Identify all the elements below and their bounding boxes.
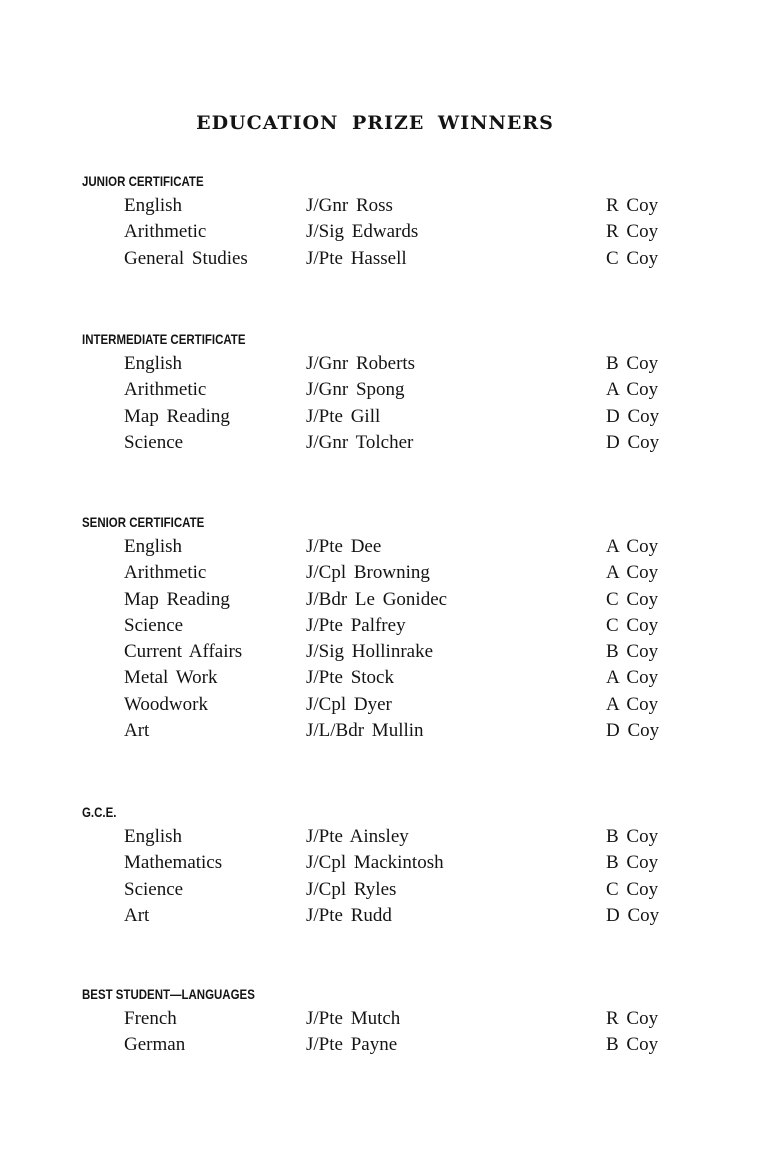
subject: German [124,1034,186,1056]
subject: English [124,195,183,216]
prize-row [82,1006,702,1032]
prize-row [82,534,702,560]
subject: Current Affairs [124,641,243,663]
section-heading: INTERMEDIATE CERTIFICATE [82,331,246,347]
prize-row [82,377,702,403]
subject: Arithmetic [124,221,207,243]
prize-row [82,850,702,876]
prize-row [82,246,702,272]
prize-row [82,404,702,430]
prize-row [82,219,702,245]
company: A Coy [606,379,659,401]
company: A Coy [606,562,659,584]
subject: Science [124,431,184,453]
prize-row [82,665,702,691]
subject: Metal Work [124,667,218,689]
company: B Coy [606,353,659,374]
winner: J/Gnr Tolcher [306,431,414,453]
subject: General Studies [124,247,248,269]
winner: J/Sig Edwards [306,221,419,243]
winner: J/Pte Payne [306,1034,398,1056]
prize-row [82,824,702,850]
company: A Coy [606,693,659,715]
section-senior-certificate [82,512,702,744]
section-junior-certificate [82,171,702,272]
winner: J/Cpl Browning [306,562,430,584]
winner: J/Gnr Ross [306,195,393,216]
winner: J/Sig Hollinrake [306,641,434,663]
page-title: EDUCATION PRIZE WINNERS [196,112,554,134]
prize-row [82,718,702,744]
subject: Science [124,878,184,900]
prize-row [82,193,702,219]
subject: English [124,536,183,557]
company: C Coy [606,588,659,610]
winner: J/Gnr Spong [306,379,405,401]
prize-row [82,351,702,377]
subject: Woodwork [124,693,208,715]
subject: English [124,353,183,374]
company: B Coy [606,1034,659,1056]
winner: J/Pte Ainsley [306,826,409,847]
prize-row [82,692,702,718]
prize-row [82,1032,702,1058]
company: D Coy [606,904,660,926]
company: B Coy [606,641,659,663]
prize-row [82,613,702,639]
company: D Coy [606,431,660,453]
subject: Map Reading [124,405,230,427]
subject: Mathematics [124,852,223,874]
company: A Coy [606,667,659,689]
section-heading: BEST STUDENT—LANGUAGES [82,986,255,1002]
winner: J/Pte Hassell [306,247,407,269]
subject: French [124,1008,177,1029]
section-heading: G.C.E. [82,804,117,820]
winner: J/Gnr Roberts [306,353,416,374]
section-heading: SENIOR CERTIFICATE [82,514,205,530]
company: C Coy [606,247,659,269]
company: B Coy [606,826,659,847]
winner: J/Cpl Ryles [306,878,397,900]
company: R Coy [606,195,659,216]
winner: J/Cpl Mackintosh [306,852,444,874]
company: A Coy [606,536,659,557]
subject: Art [124,904,150,926]
winner: J/Pte Mutch [306,1008,401,1029]
company: C Coy [606,614,659,636]
subject: Science [124,614,184,636]
prize-row [82,587,702,613]
winner: J/Pte Dee [306,536,382,557]
winner: J/Pte Stock [306,667,394,689]
subject: English [124,826,183,847]
section-intermediate-certificate [82,329,702,456]
winner: J/Bdr Le Gonidec [306,588,448,610]
subject: Arithmetic [124,562,207,584]
company: B Coy [606,852,659,874]
winner: J/L/Bdr Mullin [306,720,424,742]
section-best-student-languages [82,984,702,1059]
prize-row [82,560,702,586]
company: D Coy [606,405,660,427]
prize-row [82,903,702,929]
subject: Arithmetic [124,379,207,401]
winner: J/Cpl Dyer [306,693,392,715]
prize-row [82,639,702,665]
prize-row [82,430,702,456]
company: D Coy [606,720,660,742]
company: R Coy [606,1008,659,1029]
section-gce [82,802,702,929]
winner: J/Pte Palfrey [306,614,406,636]
section-heading: JUNIOR CERTIFICATE [82,173,204,189]
subject: Map Reading [124,588,230,610]
company: R Coy [606,221,659,243]
company: C Coy [606,878,659,900]
prize-row [82,877,702,903]
winner: J/Pte Gill [306,405,381,427]
winner: J/Pte Rudd [306,904,392,926]
subject: Art [124,720,150,742]
